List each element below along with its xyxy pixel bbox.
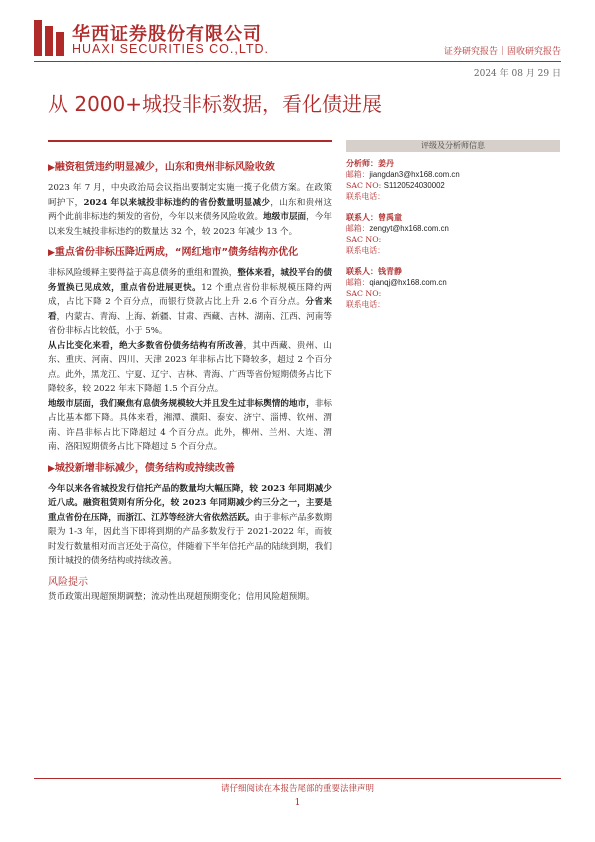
triangle-bullet-icon: ▶ xyxy=(48,163,55,173)
paragraph xyxy=(48,397,332,455)
main-content xyxy=(48,140,332,604)
risk-title: 风险提示 xyxy=(48,576,88,588)
text-run: 非标风险缓释主要得益于高息债务的重组和置换， xyxy=(48,268,238,278)
text-run: ，内蒙古、青海、上海、新疆、甘肃、西藏、吉林、湖南、江西、河南等省份非标占比较低，小于 5%。 xyxy=(48,311,332,336)
analyst-phone: 联系电话： xyxy=(346,192,385,201)
analyst-email: 邮箱：zengyt@hx168.com.cn xyxy=(346,224,449,233)
text-run: 地级市层面，我们聚焦有息债务规模较大并且发生过非标舆情的地市， xyxy=(48,398,315,409)
triangle-bullet-icon: ▶ xyxy=(48,248,55,258)
text-run: 2024 年以来城投非标违约的省份数量明显减少 xyxy=(83,197,271,208)
analyst-card xyxy=(346,158,560,202)
paragraph xyxy=(48,266,332,339)
paragraph xyxy=(48,339,332,397)
text-run: 从占比变化来看，绝大多数省份债务结构有所改善 xyxy=(48,340,244,351)
analyst-phone: 联系电话： xyxy=(346,300,385,309)
analyst-name: 联系人：钱青静 xyxy=(346,267,402,276)
text-run: 分省来看 xyxy=(48,297,332,322)
email-link[interactable]: jiangdan3@hx168.com.cn xyxy=(369,170,460,179)
text-run: 由于非标产品多数期限为 1-3 年，因此当下即将到期的产品多数发行于 2021-2022 年，而彼时发行数量相对而言还处于高位，伴随着下半年信托产品的陆续到期，我们预计城投的债务结构或持续改善。 xyxy=(48,512,332,566)
analyst-email: 邮箱：jiangdan3@hx168.com.cn xyxy=(346,170,460,179)
analyst-name: 联系人：曾禹童 xyxy=(346,213,402,222)
analyst-card xyxy=(346,266,560,310)
report-date: 2024 年 08 月 29 日 xyxy=(473,69,561,79)
text-run: 12 个重点省份非标规模压降约两成，占比下降 2 个百分点，而银行贷款占比上升 2.6 个百分点。 xyxy=(48,282,332,307)
email-link[interactable]: qianqj@hx168.com.cn xyxy=(369,278,447,287)
legal-disclaimer: 请仔细阅读在本报告尾部的重要法律声明 xyxy=(220,784,374,794)
header-divider xyxy=(34,61,561,62)
analyst-phone: 联系电话： xyxy=(346,246,385,255)
section-heading: ▶重点省份非标压降近两成，“网红地市”债务结构亦优化 xyxy=(48,247,299,258)
text-run: 2023 年 7 月，中央政治局会议指出要制定实施一揽子化债方案。在政策呵护下， xyxy=(48,183,332,208)
paragraph xyxy=(48,482,332,569)
analyst-email: 邮箱：qianqj@hx168.com.cn xyxy=(346,278,447,287)
sidebar-title: 评级及分析师信息 xyxy=(346,140,560,152)
text-run: 整体来看，城投平台的债务置换已见成效，重点省份进展更快。 xyxy=(48,268,332,293)
paragraph xyxy=(48,181,332,239)
page-number: 1 xyxy=(294,798,301,808)
text-run: ，今年以来发生城投非标违约的数量达 32 个，较 2023 年减少 13 个。 xyxy=(48,212,332,237)
analyst-sac: SAC NO: xyxy=(346,289,382,298)
email-link[interactable]: zengyt@hx168.com.cn xyxy=(369,224,449,233)
company-name-cn: 华西证券股份有限公司 xyxy=(72,24,262,45)
analyst-sac: SAC NO: S1120524030002 xyxy=(346,181,445,190)
text-run: ，山东和贵州这两个此前非标违约频发的省份，今年以来债务风险收敛。 xyxy=(48,197,332,222)
text-run: 非标占比基本都下降。具体来看，湘潭、濮阳、泰安、济宁、淄博、钦州、渭南、许昌非标占比下降超过 4 个百分点。此外，柳州、兰州、大连、渭南、洛阳短期债务占比下降超过 5 个百分点。 xyxy=(48,398,332,452)
section-heading: ▶融资租赁违约明显减少，山东和贵州非标风险收敛 xyxy=(48,162,275,173)
company-logo xyxy=(34,20,64,56)
text-run: ，其中西藏、贵州、山东、重庆、河南、四川、天津 2023 年非标占比下降较多，超过 2 个百分点。此外，黑龙江、宁夏、辽宁、吉林、青海、广西等省份短期债务占比下降较多，较 2022 年末下降超 1.5 个百分点。 xyxy=(48,340,332,394)
analyst-sac: SAC NO: xyxy=(346,235,382,244)
analyst-card xyxy=(346,212,560,256)
triangle-bullet-icon: ▶ xyxy=(48,463,55,474)
company-name-en: HUAXI SECURITIES CO.,LTD. xyxy=(72,42,270,56)
analyst-sidebar xyxy=(346,140,560,310)
text-run: 地级市层面 xyxy=(263,212,307,222)
analyst-name: 分析师：姜丹 xyxy=(346,159,394,168)
section-heading: ▶城投新增非标减少，债务结构或持续改善 xyxy=(48,462,235,474)
text-run: 今年以来各省城投发行信托产品的数量均大幅压降，较 2023 年同期减少近八成。融资租赁则有所分化，较 2023 年同期减少约三分之一，主要是重点省份在压降，而浙江、江苏等经济大省依然活跃。 xyxy=(48,483,332,523)
report-title: 从 2000+城投非标数据，看化债进展 xyxy=(48,92,383,116)
footer-divider xyxy=(34,778,561,779)
risk-text: 货币政策出现超预期调整；流动性出现超预期变化；信用风险超预期。 xyxy=(48,591,315,602)
report-type: 证券研究报告｜固收研究报告 xyxy=(443,47,561,57)
